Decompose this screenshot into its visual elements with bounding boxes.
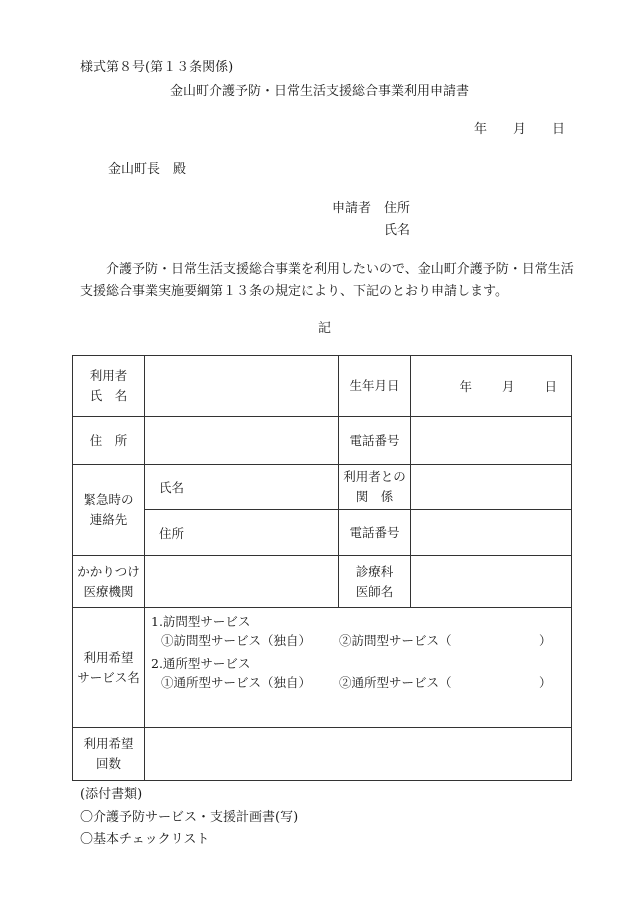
address-field[interactable] — [145, 417, 339, 465]
user-name-field[interactable] — [145, 356, 339, 417]
body-text: 介護予防・日常生活支援総合事業を利用したいので、金山町介護予防・日常生活支援総合事業実施要綱第１３条の規定により、下記のとおり申請します。 — [80, 262, 574, 299]
dob-month-label: 月 — [501, 379, 515, 394]
service-2-options — [151, 673, 567, 692]
dob-day-label: 日 — [544, 379, 557, 394]
document-title: 金山町介護予防・日常生活支援総合事業利用申請書 — [170, 84, 470, 99]
emergency-contact-label: 緊急時の 連絡先 — [73, 465, 145, 556]
clinic-label: かかりつけ 医療機関 — [73, 556, 145, 608]
service-2-option-2[interactable]: ②通所型サービス（ — [339, 675, 452, 690]
application-table — [72, 355, 572, 781]
applicant-address-label: 住所 — [384, 201, 411, 216]
service-options — [145, 608, 572, 728]
clinic-field[interactable] — [145, 556, 339, 608]
table-row — [73, 608, 572, 728]
ki-heading: 記 — [318, 321, 332, 336]
doctor-label: 診療科 医師名 — [339, 556, 411, 608]
attachments-heading: (添付書類) — [80, 787, 143, 802]
date-month-label: 月 — [513, 122, 527, 137]
doctor-field[interactable] — [411, 556, 572, 608]
relation-label: 利用者との 関 係 — [339, 465, 411, 510]
applicant-label: 申請者 — [332, 201, 372, 216]
table-row — [73, 465, 572, 510]
emergency-phone-field[interactable] — [411, 510, 572, 556]
service-1-options — [151, 631, 567, 650]
emergency-address-label[interactable]: 住所 — [145, 510, 339, 556]
applicant-name-label: 氏名 — [384, 223, 411, 238]
address-label: 住 所 — [73, 417, 145, 465]
emergency-phone-label: 電話番号 — [339, 510, 411, 556]
addressee: 金山町長 殿 — [108, 162, 187, 177]
phone-label: 電話番号 — [339, 417, 411, 465]
attachment-item: 〇介護予防サービス・支援計画書(写) — [80, 810, 299, 825]
table-row — [73, 556, 572, 608]
service-1-option-1[interactable]: ①訪問型サービス（独自） — [161, 633, 312, 648]
usage-count-field[interactable] — [145, 728, 572, 781]
table-row — [73, 356, 572, 417]
service-2-close: ） — [539, 675, 552, 690]
date-line — [474, 118, 565, 137]
date-day-label: 日 — [552, 122, 566, 137]
service-1-option-2[interactable]: ②訪問型サービス（ — [339, 633, 452, 648]
phone-field[interactable] — [411, 417, 572, 465]
table-row — [73, 510, 572, 556]
service-label: 利用希望 サービス名 — [73, 608, 145, 728]
service-1-close: ） — [539, 633, 552, 648]
service-1-title: 1.訪問型サービス — [151, 614, 251, 629]
form-number: 様式第８号(第１３条関係) — [80, 60, 234, 75]
service-2-option-1[interactable]: ①通所型サービス（独自） — [161, 675, 312, 690]
usage-count-label: 利用希望 回数 — [73, 728, 145, 781]
relation-field[interactable] — [411, 465, 572, 510]
service-2-title: 2.通所型サービス — [151, 656, 251, 671]
dob-field[interactable] — [411, 356, 572, 417]
attachment-item: 〇基本チェックリスト — [80, 832, 210, 847]
table-row — [73, 417, 572, 465]
dob-year-label: 年 — [459, 379, 472, 394]
table-row — [73, 728, 572, 781]
date-year-label: 年 — [474, 122, 488, 137]
user-name-label: 利用者 氏 名 — [73, 356, 145, 417]
dob-label: 生年月日 — [339, 356, 411, 417]
emergency-name-label[interactable]: 氏名 — [145, 465, 339, 510]
